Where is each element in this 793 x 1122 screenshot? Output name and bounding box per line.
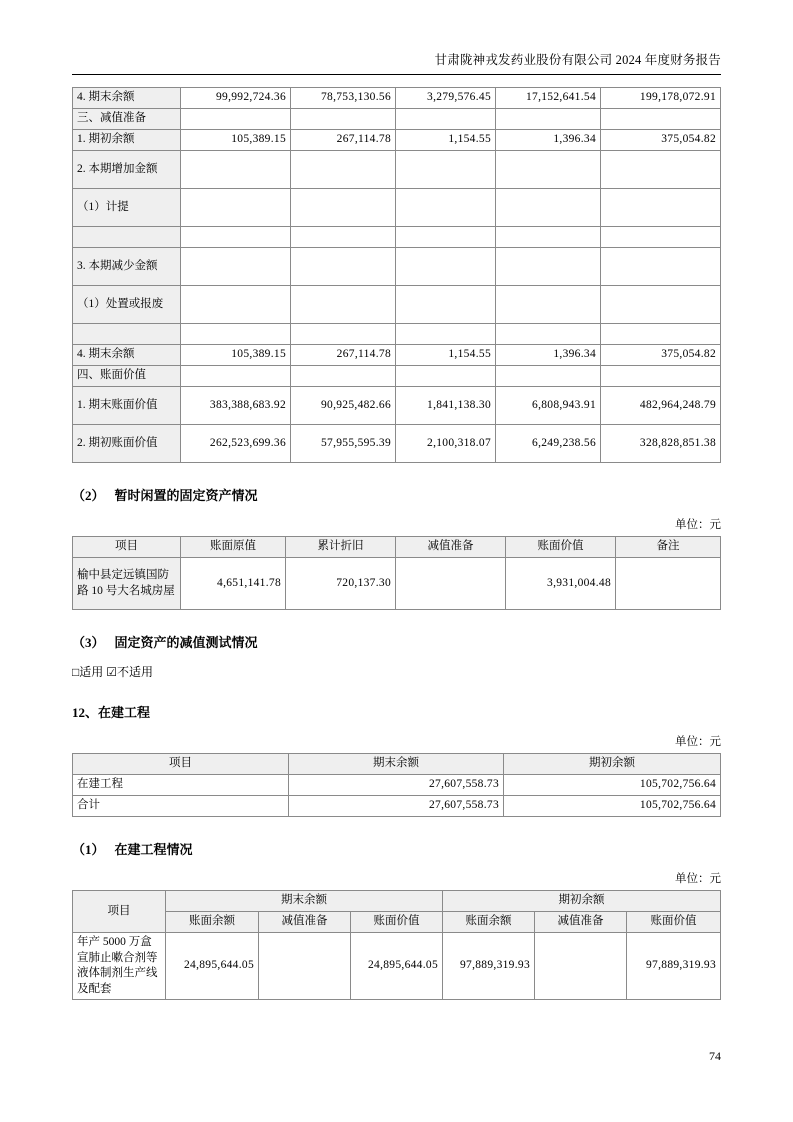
row-label: 年产 5000 万盒宣肺止嗽合剂等液体制剂生产线及配套	[73, 933, 166, 1000]
fixed-assets-table-wrap	[72, 87, 721, 463]
unit-label: 单位：元	[675, 519, 721, 531]
row-value: 375,054.82	[601, 130, 721, 151]
column-header: 减值准备	[535, 912, 627, 933]
row-label: 合计	[73, 796, 289, 817]
row-label: 榆中县定远镇国防路 10 号大名城房屋	[73, 558, 181, 610]
table-row	[73, 366, 721, 387]
table-row	[73, 796, 721, 817]
row-value: 6,808,943.91	[496, 387, 601, 425]
row-label: （1）处置或报废	[73, 286, 181, 324]
row-value: 267,114.78	[291, 345, 396, 366]
row-value	[496, 286, 601, 324]
section-heading-construction-in-progress	[72, 702, 721, 721]
table-row	[73, 189, 721, 227]
cip-summary-body	[73, 775, 721, 817]
row-value	[601, 227, 721, 248]
table-row	[73, 345, 721, 366]
row-value: 27,607,558.73	[289, 796, 504, 817]
row-value	[496, 109, 601, 130]
row-value	[496, 324, 601, 345]
column-header: 期初余额	[504, 754, 721, 775]
header-rule	[72, 74, 721, 75]
row-label: 3. 本期减少金额	[73, 248, 181, 286]
cip-detail-body	[73, 933, 721, 1000]
column-header: 账面价值	[506, 537, 616, 558]
row-value: 1,841,138.30	[396, 387, 496, 425]
idle-assets-table	[72, 536, 721, 610]
section-number: （1）	[72, 842, 105, 857]
row-value	[496, 366, 601, 387]
row-value	[396, 248, 496, 286]
row-label: 4. 期末余额	[73, 88, 181, 109]
row-value: 3,931,004.48	[506, 558, 616, 610]
row-value	[181, 189, 291, 227]
row-value: 1,396.34	[496, 130, 601, 151]
row-value	[601, 248, 721, 286]
table-row	[73, 387, 721, 425]
cip-summary-head	[73, 754, 721, 775]
column-group-header: 期末余额	[166, 891, 443, 912]
row-value: 482,964,248.79	[601, 387, 721, 425]
column-header: 备注	[616, 537, 721, 558]
row-value: 24,895,644.05	[166, 933, 259, 1000]
row-value	[291, 248, 396, 286]
column-header: 账面价值	[351, 912, 443, 933]
row-value	[601, 109, 721, 130]
row-value: 199,178,072.91	[601, 88, 721, 109]
row-value: 78,753,130.56	[291, 88, 396, 109]
row-value	[259, 933, 351, 1000]
cip-summary-table	[72, 753, 721, 817]
section-heading-idle-assets	[72, 485, 721, 504]
header-title: 甘肃陇神戎发药业股份有限公司 2024 年度财务报告	[434, 53, 721, 67]
row-value: 6,249,238.56	[496, 425, 601, 463]
row-value: 383,388,683.92	[181, 387, 291, 425]
row-value	[181, 151, 291, 189]
unit-label: 单位：元	[675, 873, 721, 885]
row-value: 99,992,724.36	[181, 88, 291, 109]
table-header-row	[73, 537, 721, 558]
row-value: 720,137.30	[286, 558, 396, 610]
page-number: 74	[709, 1049, 721, 1063]
section-title: 12、在建工程	[72, 705, 151, 720]
row-value	[181, 324, 291, 345]
table-row	[73, 775, 721, 796]
row-value: 17,152,641.54	[496, 88, 601, 109]
applicability-text: □适用 ☑不适用	[72, 665, 154, 679]
page-header	[72, 0, 721, 75]
row-value	[291, 286, 396, 324]
row-value	[396, 366, 496, 387]
section-heading-impairment-test	[72, 632, 721, 651]
column-header: 项目	[73, 891, 166, 933]
row-value	[291, 227, 396, 248]
column-header: 项目	[73, 754, 289, 775]
row-label	[73, 227, 181, 248]
row-value: 3,279,576.45	[396, 88, 496, 109]
row-value	[181, 109, 291, 130]
row-value: 1,154.55	[396, 130, 496, 151]
row-value: 97,889,319.93	[443, 933, 535, 1000]
column-header: 期末余额	[289, 754, 504, 775]
row-value	[396, 109, 496, 130]
table-row	[73, 248, 721, 286]
row-value	[496, 151, 601, 189]
row-value	[396, 286, 496, 324]
table-header-row	[73, 891, 721, 912]
row-value: 97,889,319.93	[627, 933, 721, 1000]
table-row	[73, 227, 721, 248]
row-value	[181, 286, 291, 324]
column-header: 减值准备	[259, 912, 351, 933]
cip-detail-table	[72, 890, 721, 1000]
section-number: （3）	[72, 635, 105, 650]
table-header-row	[73, 912, 721, 933]
row-value	[291, 189, 396, 227]
row-value	[601, 151, 721, 189]
row-value: 262,523,699.36	[181, 425, 291, 463]
row-value: 1,154.55	[396, 345, 496, 366]
row-label: 1. 期末账面价值	[73, 387, 181, 425]
section-title: 在建工程情况	[114, 842, 193, 857]
row-value: 267,114.78	[291, 130, 396, 151]
row-value	[496, 189, 601, 227]
table-row	[73, 425, 721, 463]
row-value	[535, 933, 627, 1000]
row-value	[291, 324, 396, 345]
row-value	[291, 109, 396, 130]
row-value: 4,651,141.78	[181, 558, 286, 610]
row-value: 2,100,318.07	[396, 425, 496, 463]
row-label: 在建工程	[73, 775, 289, 796]
row-value	[601, 324, 721, 345]
row-value	[181, 227, 291, 248]
table-row	[73, 324, 721, 345]
row-value: 1,396.34	[496, 345, 601, 366]
section-title: 固定资产的减值测试情况	[114, 635, 258, 650]
table-row	[73, 286, 721, 324]
row-label: 2. 本期增加金额	[73, 151, 181, 189]
row-value	[616, 558, 721, 610]
row-label	[73, 324, 181, 345]
row-value	[396, 324, 496, 345]
row-value	[396, 558, 506, 610]
table-row	[73, 558, 721, 610]
row-value	[496, 248, 601, 286]
idle-assets-head	[73, 537, 721, 558]
row-value: 328,828,851.38	[601, 425, 721, 463]
column-group-header: 期初余额	[443, 891, 721, 912]
row-value	[181, 248, 291, 286]
row-label: 1. 期初余额	[73, 130, 181, 151]
row-value: 105,702,756.64	[504, 796, 721, 817]
row-value: 105,389.15	[181, 130, 291, 151]
column-header: 账面余额	[443, 912, 535, 933]
section-number: （2）	[72, 488, 105, 503]
table-row	[73, 130, 721, 151]
row-value: 27,607,558.73	[289, 775, 504, 796]
row-value: 105,702,756.64	[504, 775, 721, 796]
row-label: 4. 期末余额	[73, 345, 181, 366]
row-label: 四、账面价值	[73, 366, 181, 387]
table-row	[73, 109, 721, 130]
row-value: 24,895,644.05	[351, 933, 443, 1000]
page-content	[72, 87, 721, 1000]
row-value	[396, 227, 496, 248]
unit-label: 单位：元	[675, 736, 721, 748]
row-value: 90,925,482.66	[291, 387, 396, 425]
row-value	[496, 227, 601, 248]
row-value	[601, 286, 721, 324]
fixed-assets-body	[73, 88, 721, 463]
row-value: 105,389.15	[181, 345, 291, 366]
row-value	[601, 189, 721, 227]
section-title: 暂时闲置的固定资产情况	[114, 488, 258, 503]
column-header: 账面余额	[166, 912, 259, 933]
fixed-assets-table	[72, 87, 721, 463]
table-header-row	[73, 754, 721, 775]
row-label: （1）计提	[73, 189, 181, 227]
row-value: 375,054.82	[601, 345, 721, 366]
column-header: 项目	[73, 537, 181, 558]
row-value: 57,955,595.39	[291, 425, 396, 463]
row-value	[396, 151, 496, 189]
section-heading-cip-detail	[72, 839, 721, 858]
table-row	[73, 933, 721, 1000]
row-value	[396, 189, 496, 227]
row-value	[291, 366, 396, 387]
table-row	[73, 151, 721, 189]
row-value	[291, 151, 396, 189]
idle-assets-body	[73, 558, 721, 610]
table-row	[73, 88, 721, 109]
row-label: 2. 期初账面价值	[73, 425, 181, 463]
row-value	[601, 366, 721, 387]
column-header: 累计折旧	[286, 537, 396, 558]
row-label: 三、减值准备	[73, 109, 181, 130]
cip-detail-head	[73, 891, 721, 933]
column-header: 账面价值	[627, 912, 721, 933]
column-header: 账面原值	[181, 537, 286, 558]
row-value	[181, 366, 291, 387]
column-header: 减值准备	[396, 537, 506, 558]
